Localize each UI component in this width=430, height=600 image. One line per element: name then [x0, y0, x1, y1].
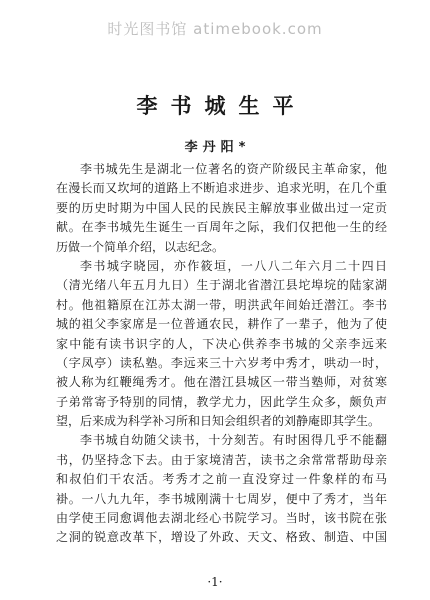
text-line: 被人称为红鞭绳秀才。他在潜江县城区一带当塾师，对贫寒 [56, 375, 387, 390]
body-text [56, 160, 387, 548]
text-line: 子弟常寄予特别的同情，教学尤力，因此学生众多，颇负声 [56, 394, 387, 409]
author-byline: 李丹阳* [184, 140, 251, 155]
text-line: （清光绪八年五月九日）生于湖北省潜江县坨埠垸的陆家湖 [56, 278, 387, 293]
text-line: 李书城字晓园，亦作筱垣，一八八二年六月二十四日 [80, 258, 387, 273]
text-line: 要的历史时期为中国人民的民族民主解放事业做出过一定贡 [56, 200, 387, 215]
text-line: 和叔伯们干农活。考秀才之前一直没穿过一件象样的布马 [56, 472, 387, 487]
text-line: 城的祖父李家席是一位普通农民，耕作了一辈子，他为了使 [56, 317, 387, 332]
text-line: 李书城自幼随父读书，十分刻苦。有时困得几乎不能翻 [80, 433, 387, 448]
text-line: （字凤亭）读私塾。李远来三十六岁考中秀才，哄动一时， [56, 355, 387, 370]
text-line: 褂。一八九九年，李书城刚满十七周岁，便中了秀才，当年 [56, 491, 387, 506]
text-line: 由学使王同愈调他去湖北经心书院学习。当时，该书院在张 [56, 511, 387, 526]
watermark: 时光图书馆 atimebook.com [107, 20, 323, 38]
text-line: 在漫长而又坎坷的道路上不断追求进步、追求光明，在几个重 [56, 181, 387, 196]
page-title: 李书城生平 [136, 93, 307, 118]
page-number: ·1· [207, 575, 223, 589]
text-line: 历做一个简单介绍，以志纪念。 [56, 239, 225, 254]
text-line: 家中能有读书识字的人，下决心供养李书城的父亲李远来 [56, 336, 387, 351]
text-line: 李书城先生是湖北一位著名的资产阶级民主革命家，他 [80, 162, 387, 176]
text-line: 书，仍坚持念下去。由于家境清苦，读书之余常常帮助母亲 [56, 452, 387, 467]
text-line: 之洞的锐意改革下，增设了外政、天文、格致、制造、中国 [56, 530, 387, 545]
text-line: 望，后来成为科学补习所和日知会组织者的刘静庵即其学生。 [56, 414, 381, 429]
text-line: 献。在李书城先生诞生一百周年之际，我们仅把他一生的经 [56, 220, 387, 235]
text-line: 村。他祖籍原在江苏太湖一带，明洪武年间始迁潜江。李书 [56, 297, 387, 312]
